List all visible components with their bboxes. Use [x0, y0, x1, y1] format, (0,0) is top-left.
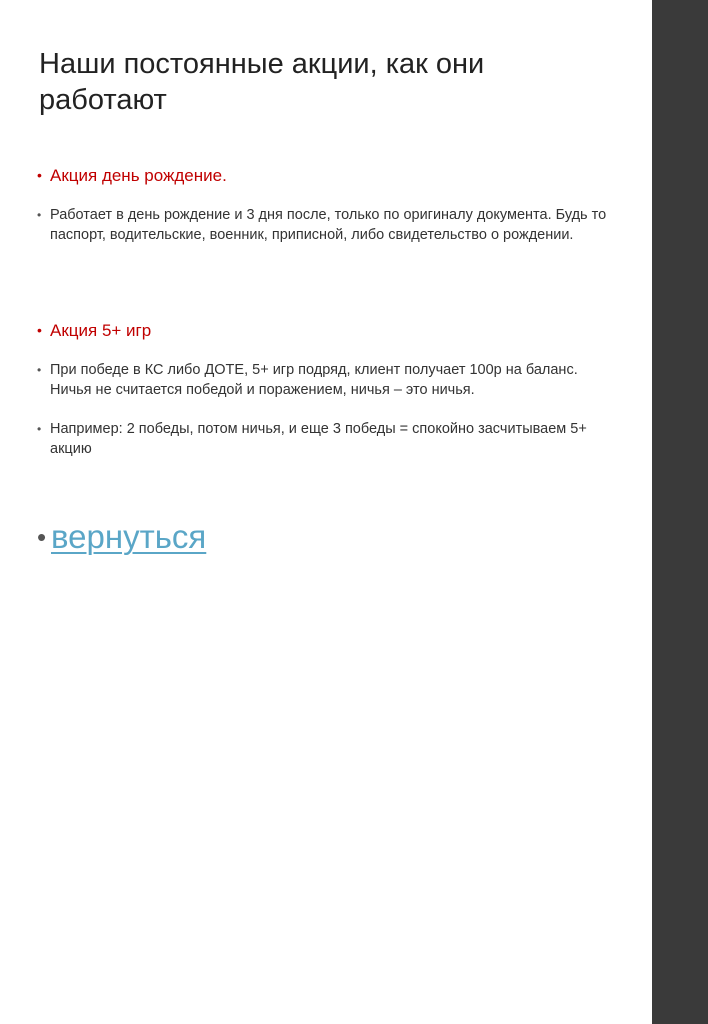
bullet-marker: • — [37, 522, 47, 552]
bullet-marker: • — [37, 208, 42, 222]
bullet-text: Акция 5+ игр — [50, 321, 152, 340]
bullet-text: Например: 2 победы, потом ничья, и еще 3 победы = спокойно засчитываем 5+ акцию — [50, 421, 587, 457]
bullet-5plus-details — [37, 360, 607, 400]
bullet-marker: • — [37, 167, 42, 183]
bullet-marker: • — [37, 422, 42, 436]
bullet-birthday-details — [37, 205, 607, 245]
bullet-birthday-heading — [37, 165, 227, 186]
bullet-back-link — [37, 517, 206, 557]
bullet-text: Акция день рождение. — [50, 166, 227, 185]
slide-title: Наши постоянные акции, как они работают — [39, 48, 485, 116]
bullet-marker: • — [37, 322, 42, 338]
bullet-marker: • — [37, 363, 42, 377]
bullet-5plus-heading — [37, 320, 151, 341]
bullet-5plus-example — [37, 419, 607, 459]
bullet-text: Работает в день рождение и 3 дня после, только по оригиналу документа. Будь то паспорт, водительские, военник, приписной, либо свидетельство о рождении. — [50, 207, 607, 243]
back-link[interactable]: вернуться — [51, 518, 207, 555]
side-bar — [652, 0, 708, 1024]
bullet-text: При победе в КС либо ДОТЕ, 5+ игр подряд, клиент получает 100р на баланс. Ничья не считается победой и поражением, ничья – это ничья. — [50, 362, 578, 398]
